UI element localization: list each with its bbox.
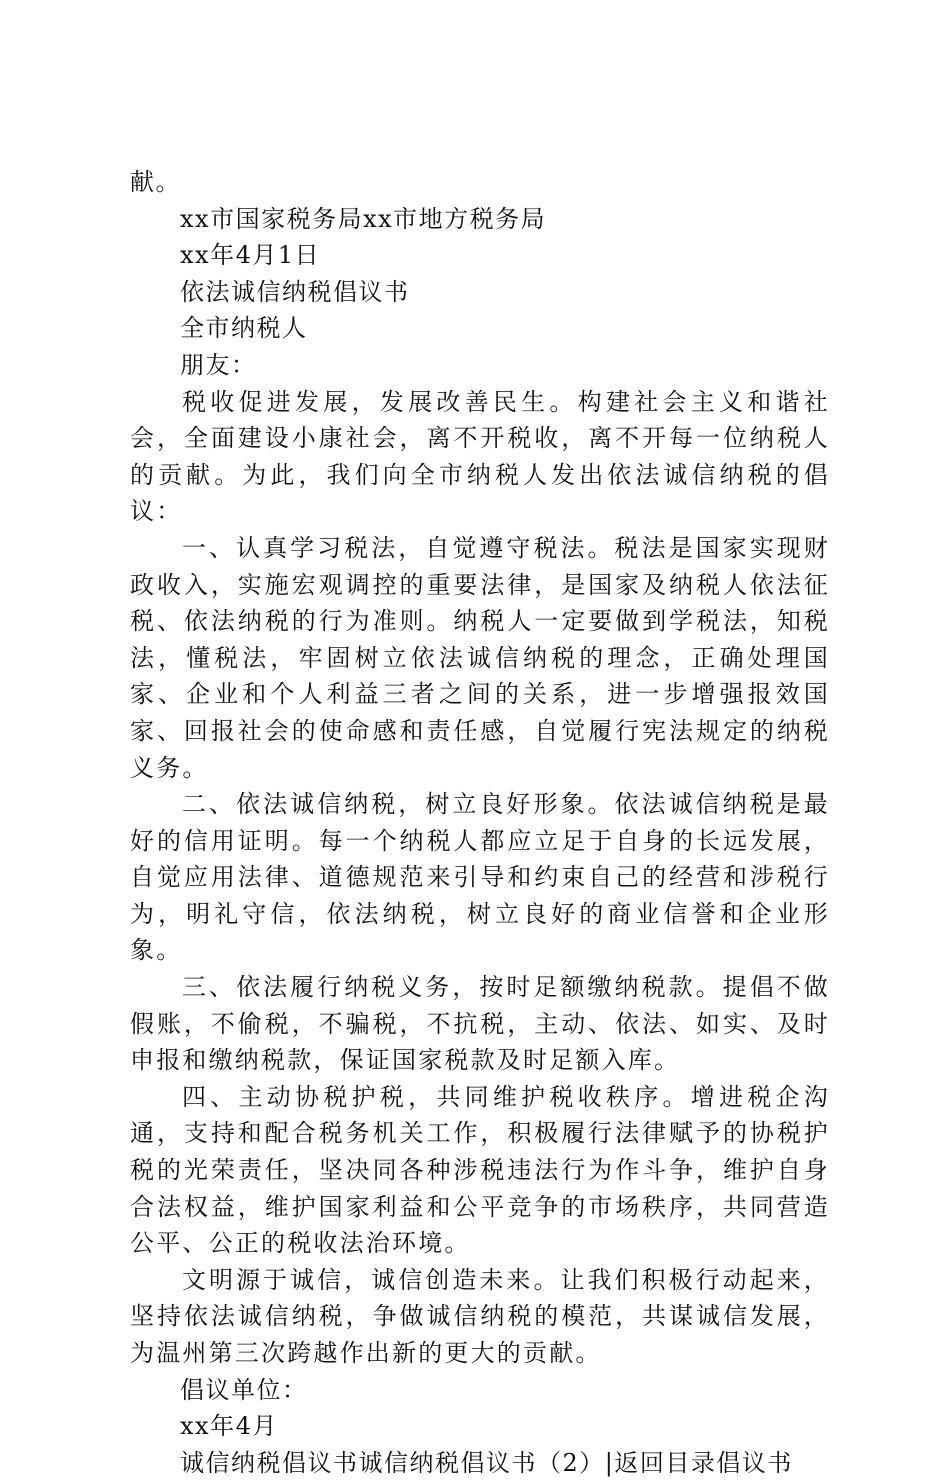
issuer-line: xx市国家税务局xx市地方税务局 bbox=[180, 204, 547, 233]
paragraph-point-1: 一、认真学习税法，自觉遵守税法。税法是国家实现财政收入，实施宏观调控的重要法律，是国家及纳税人依法征税、依法纳税的行为准则。纳税人一定要做到学税法，知税法，懂税法，牢固树立依法诚信纳税的理念，正确处理国家、企业和个人利益三者之间的关系，进一步增强报效国家、回报社会的使命感和责任感，自觉履行宪法规定的纳税义务。 bbox=[130, 533, 830, 782]
document-body bbox=[130, 164, 830, 1481]
addressee-line-1: 全市纳税人 bbox=[180, 314, 308, 343]
signatory-label: 倡议单位： bbox=[180, 1375, 308, 1404]
paragraph-closing: 文明源于诚信，诚信创造未来。让我们积极行动起来，坚持依法诚信纳税，争做诚信纳税的模范，共谋诚信发展，为温州第三次跨越作出新的更大的贡献。 bbox=[130, 1265, 830, 1367]
document-title: 依法诚信纳税倡议书 bbox=[180, 277, 410, 306]
signatory-date: xx年4月 bbox=[180, 1412, 278, 1441]
issue-date: xx年4月1日 bbox=[180, 241, 321, 270]
continuation-text: 献。 bbox=[130, 168, 181, 196]
footer-links[interactable]: 诚信纳税倡议书诚信纳税倡议书（2）|返回目录倡议书 bbox=[180, 1448, 793, 1477]
paragraph-intro: 税收促进发展，发展改善民生。构建社会主义和谐社会，全面建设小康社会，离不开税收，离不开每一位纳税人的贡献。为此，我们向全市纳税人发出依法诚信纳税的倡议： bbox=[130, 387, 830, 526]
addressee-line-2: 朋友： bbox=[180, 350, 257, 379]
paragraph-point-3: 三、依法履行纳税义务，按时足额缴纳税款。提倡不做假账，不偷税，不骗税，不抗税，主动、依法、如实、及时申报和缴纳税款，保证国家税款及时足额入库。 bbox=[130, 973, 830, 1075]
paragraph-point-4: 四、主动协税护税，共同维护税收秩序。增进税企沟通，支持和配合税务机关工作，积极履行法律赋予的协税护税的光荣责任，坚决同各种涉税违法行为作斗争，维护自身合法权益，维护国家利益和公平竞争的市场秩序，共同营造公平、公正的税收法治环境。 bbox=[130, 1082, 830, 1258]
paragraph-point-2: 二、依法诚信纳税，树立良好形象。依法诚信纳税是最好的信用证明。每一个纳税人都应立足于自身的长远发展，自觉应用法律、道德规范来引导和约束自己的经营和涉税行为，明礼守信，依法纳税，树立良好的商业信誉和企业形象。 bbox=[130, 790, 830, 965]
